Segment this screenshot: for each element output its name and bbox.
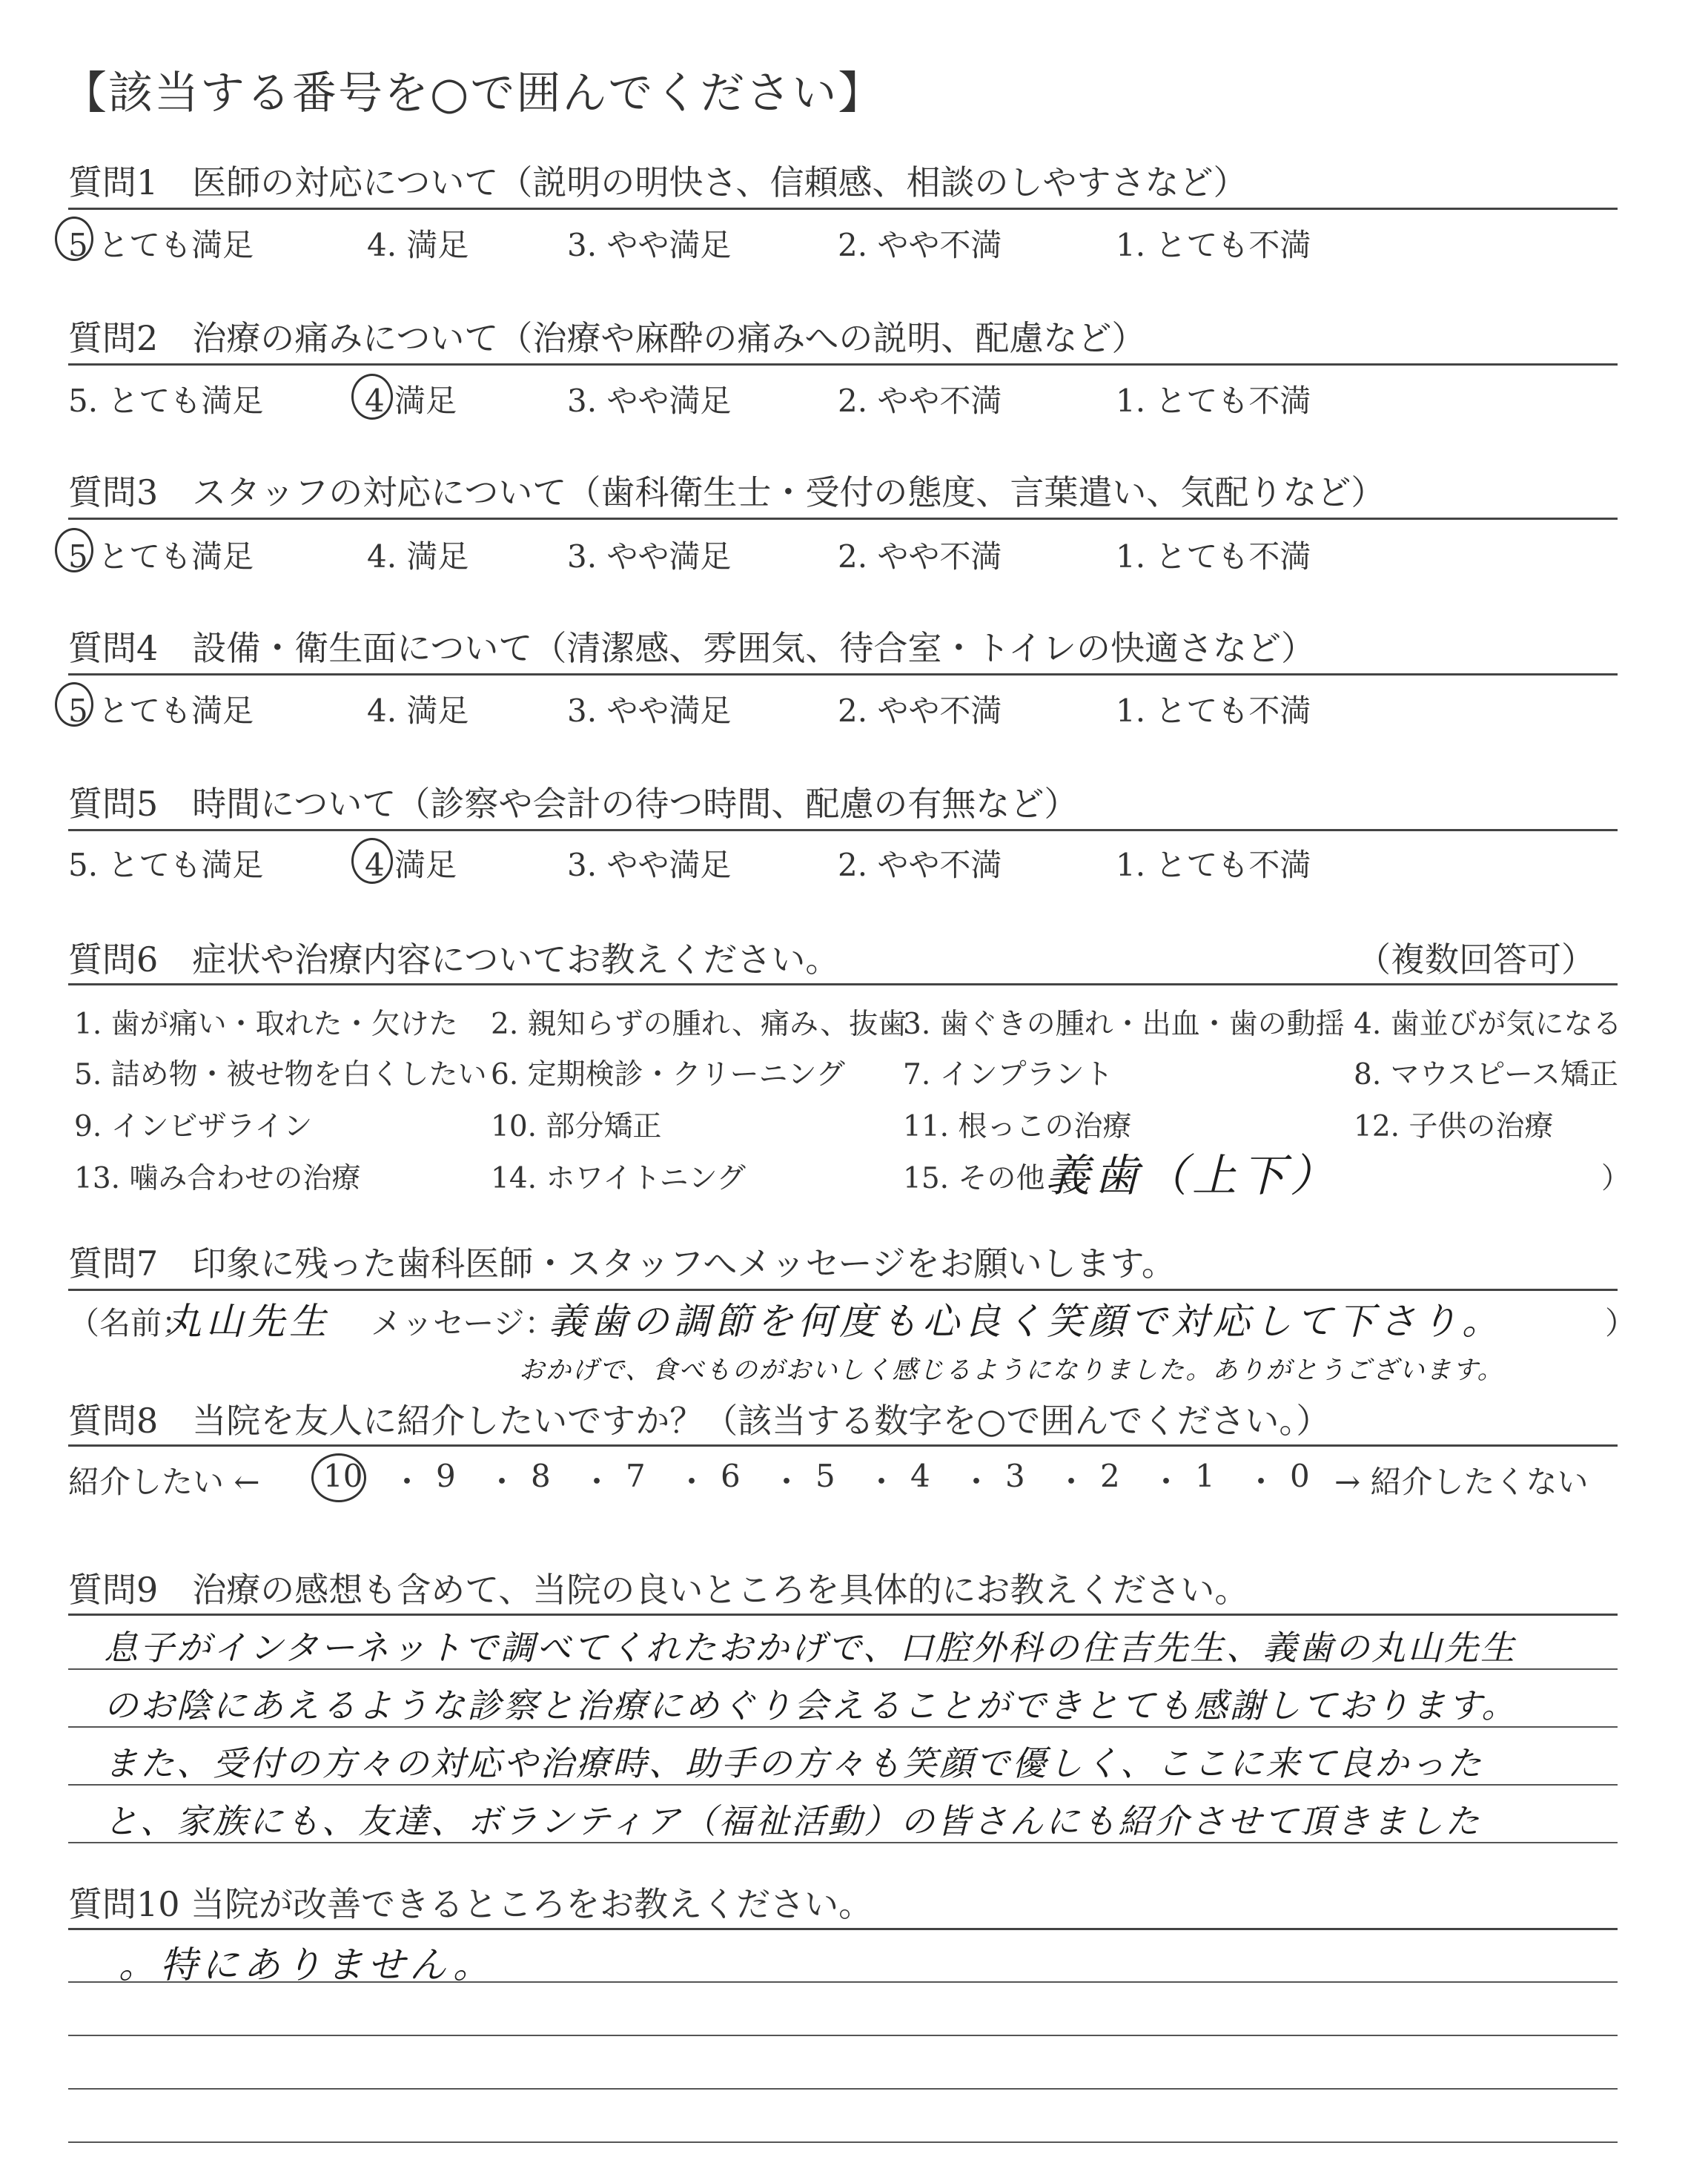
question-1-rule (68, 208, 1618, 210)
message-line-1[interactable]: 義歯の調節を何度も心良く笑顔で対応して下さり。 (549, 1300, 1503, 1343)
checkbox-item[interactable]: 7. インプラント (903, 1058, 1113, 1091)
option-3[interactable]: 3. やや満足 (567, 383, 732, 419)
option-2[interactable]: 2. やや不満 (838, 227, 1002, 263)
question-10-title: 質問10 当院が改善できるところをお教えください。 (68, 1884, 873, 1924)
answer-line-text: と、家族にも、友達、ボランティア（福祉活動）の皆さんにも紹介させて頂きました (104, 1801, 1482, 1841)
question-4-rule (68, 673, 1618, 676)
checkbox-item[interactable]: 2. 親知らずの腫れ、痛み、抜歯 (491, 1008, 907, 1041)
other-answer: 義歯（上下） (1045, 1150, 1339, 1202)
question-7-title: 質問7 印象に残った歯科医師・スタッフへメッセージをお願いします。 (68, 1244, 1176, 1284)
message-close-paren: ） (1605, 1305, 1637, 1341)
scale-1[interactable]: 1 (1195, 1458, 1215, 1494)
scale-6[interactable]: 6 (721, 1458, 741, 1494)
checkbox-item[interactable]: 4. 歯並びが気になる (1354, 1008, 1622, 1041)
checkbox-item[interactable]: 11. 根っこの治療 (903, 1110, 1132, 1143)
message-line-2[interactable]: おかげで、食べものがおいしく感じるようになりました。ありがとうございます。 (519, 1355, 1504, 1385)
scale-9[interactable]: 9 (436, 1458, 456, 1494)
answer-line-text: のお陰にあえるような診察と治療にめぐり会えることができとても感謝しております。 (104, 1685, 1518, 1725)
option-3[interactable]: 3. やや満足 (567, 693, 732, 729)
scale-10[interactable]: 10 (323, 1458, 363, 1494)
scale-dot: ・ (961, 1464, 993, 1500)
question-3-title: 質問3 スタッフの対応について（歯科衛生士・受付の態度、言葉遣い、気配りなど） (68, 472, 1386, 512)
question-6-note: （複数回答可） (1357, 939, 1595, 980)
checkbox-item[interactable]: 8. マウスピース矯正 (1354, 1058, 1618, 1091)
scale-dot: ・ (1056, 1464, 1088, 1500)
option-4[interactable]: 4 満足 (365, 383, 457, 419)
scale-8[interactable]: 8 (531, 1458, 551, 1494)
question-9-title: 質問9 治療の感想も含めて、当院の良いところを具体的にお教えください。 (68, 1570, 1249, 1610)
question-4-title: 質問4 設備・衛生面について（清潔感、雰囲気、待合室・トイレの快適さなど） (68, 628, 1316, 668)
option-2[interactable]: 2. やや不満 (838, 847, 1002, 883)
scale-dot: ・ (581, 1464, 613, 1500)
message-label: メッセージ： (371, 1305, 556, 1341)
checkbox-item[interactable]: 9. インビザライン (74, 1110, 313, 1143)
option-2[interactable]: 2. やや不満 (838, 693, 1002, 729)
option-5[interactable]: 5 とても満足 (68, 693, 254, 729)
question-8-rule (68, 1444, 1618, 1447)
scale-4[interactable]: 4 (910, 1458, 930, 1494)
option-4[interactable]: 4. 満足 (367, 538, 469, 575)
scale-0[interactable]: 0 (1290, 1458, 1310, 1494)
option-1[interactable]: 1. とても不満 (1116, 383, 1311, 419)
question-10-rule (68, 1928, 1618, 1930)
name-value[interactable]: 丸山先生 (165, 1300, 331, 1343)
checkbox-item[interactable]: 15. その他（ (903, 1162, 1074, 1195)
checkbox-item[interactable]: 13. 噛み合わせの治療 (74, 1162, 361, 1195)
question-8-title: 質問8 当院を友人に紹介したいですか？（該当する数字を○で囲んでください。） (68, 1401, 1331, 1441)
scale-dot: ・ (486, 1464, 518, 1500)
scale-dot: ・ (391, 1464, 423, 1500)
survey-title: 【該当する番号を○で囲んでください】 (62, 67, 884, 119)
answer-line (68, 2088, 1618, 2090)
option-3[interactable]: 3. やや満足 (567, 538, 732, 575)
checkbox-item[interactable]: 5. 詰め物・被せ物を白くしたい (74, 1058, 487, 1091)
question-6-rule (68, 983, 1618, 985)
option-2[interactable]: 2. やや不満 (838, 538, 1002, 575)
question-6-title: 質問6 症状や治療内容についてお教えください。 (68, 939, 840, 980)
checkbox-item[interactable]: 6. 定期検診・クリーニング (491, 1058, 845, 1091)
answer-line-text: また、受付の方々の対応や治療時、助手の方々も笑顔で優しく、ここに来て良かった (104, 1743, 1484, 1783)
checkbox-item[interactable]: 10. 部分矯正 (491, 1110, 662, 1143)
option-4[interactable]: 4. 満足 (367, 227, 469, 263)
option-1[interactable]: 1. とても不満 (1116, 227, 1311, 263)
question-3-rule (68, 518, 1618, 520)
scale-dot: ・ (771, 1464, 803, 1500)
option-3[interactable]: 3. やや満足 (567, 847, 732, 883)
other-close-paren: ） (1601, 1162, 1631, 1195)
option-4[interactable]: 4. 満足 (367, 693, 469, 729)
option-5[interactable]: 5 とても満足 (68, 227, 254, 263)
checkbox-item[interactable]: 1. 歯が痛い・取れた・欠けた (74, 1008, 458, 1041)
name-label: （名前： (68, 1305, 193, 1341)
question-2-rule (68, 363, 1618, 366)
question-1-title: 質問1 医師の対応について（説明の明快さ、信頼感、相談のしやすさなど） (68, 162, 1248, 202)
option-1[interactable]: 1. とても不満 (1116, 847, 1311, 883)
scale-5[interactable]: 5 (815, 1458, 835, 1494)
scale-dot: ・ (676, 1464, 708, 1500)
option-5[interactable]: 5. とても満足 (68, 847, 264, 883)
question-5-title: 質問5 時間について（診察や会計の待つ時間、配慮の有無など） (68, 784, 1079, 824)
question-7-rule (68, 1289, 1618, 1291)
scale-7[interactable]: 7 (626, 1458, 646, 1494)
option-2[interactable]: 2. やや不満 (838, 383, 1002, 419)
option-5[interactable]: 5 とても満足 (68, 538, 254, 575)
question-9-rule (68, 1614, 1618, 1616)
option-4[interactable]: 4 満足 (365, 847, 457, 883)
scale-dot: ・ (1245, 1464, 1277, 1500)
scale-dot: ・ (866, 1464, 898, 1500)
option-5[interactable]: 5. とても満足 (68, 383, 264, 419)
answer-line (68, 2035, 1618, 2036)
option-3[interactable]: 3. やや満足 (567, 227, 732, 263)
q10-answer[interactable]: 。特にありません。 (119, 1943, 494, 1986)
scale-2[interactable]: 2 (1100, 1458, 1120, 1494)
question-5-rule (68, 829, 1618, 831)
scale-3[interactable]: 3 (1005, 1458, 1025, 1494)
question-2-title: 質問2 治療の痛みについて（治療や麻酔の痛みへの説明、配慮など） (68, 318, 1146, 358)
recommend-right-label: → 紹介したくない (1334, 1464, 1589, 1500)
checkbox-item[interactable]: 12. 子供の治療 (1354, 1110, 1554, 1143)
checkbox-item[interactable]: 3. 歯ぐきの腫れ・出血・歯の動揺 (903, 1008, 1345, 1041)
answer-line-text: 息子がインターネットで調べてくれたおかげで、口腔外科の住吉先生、義歯の丸山先生 (104, 1628, 1517, 1668)
recommend-left-label: 紹介したい ← (68, 1464, 260, 1500)
option-1[interactable]: 1. とても不満 (1116, 538, 1311, 575)
checkbox-item[interactable]: 14. ホワイトニング (491, 1162, 746, 1195)
option-1[interactable]: 1. とても不満 (1116, 693, 1311, 729)
answer-line (68, 2141, 1618, 2143)
scale-dot: ・ (1151, 1464, 1182, 1500)
